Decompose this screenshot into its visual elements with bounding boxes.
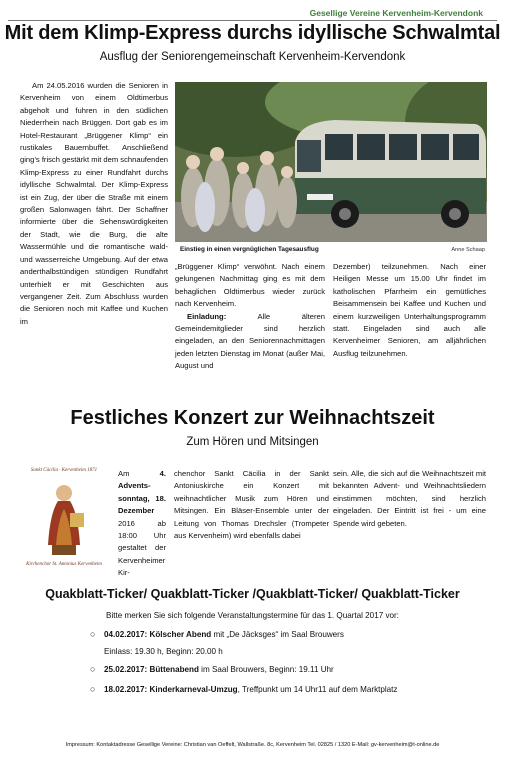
- article1-column-1-text: Am 24.05.2016 wurden die Senioren in Kervenheim von einem Oldtimerbus abgeholt und fuhren in den südlichen Niederrhein nach Brüggen. Dort gab es im Hotel-Restaurant „Brüggener Klimp“ ein rustikales Bauernbuffet. Anschließend ging’s frisch gestärkt mit dem schnaufenden Klimp-Express zu einer Rundfahrt durchs idyllische Schwalmtal. Der Klimp-Express ist ein Zug, der über die Straße mit einem großen Salonwagen fährt. Der Schaffner informierte über die Sehenswürdigkeiten der Stadt, wie die Burg, die alte Wassermühle und die romantische wald- und wasserreiche Umgebung. Auf der etwa anderthalbstündigen stündigen Rundfahrt unterhielt er mit Geschichten aus vergangener Zeit. Zum Abschluss wurden die Senioren noch mit Kaffee und Kuchen im: [20, 81, 169, 326]
- saint-caption-top: Sankt Cäcilia · Kervenheim 1871: [30, 468, 98, 473]
- saint-statue-icon: [22, 473, 106, 557]
- article1-subtitle: Ausflug der Seniorengemeinschaft Kervenheim-Kervendonk: [99, 51, 406, 63]
- article2-subtitle: Zum Hören und Mitsingen: [186, 436, 319, 448]
- article2-title: Festliches Konzert zur Weihnachtszeit: [70, 407, 435, 429]
- event-1-bullet-icon: ○: [90, 629, 96, 639]
- invitation-lead: Einladung:: [187, 311, 227, 321]
- event-3-bullet-icon: ○: [90, 684, 96, 694]
- impressum-footer: Impressum: Kontaktadresse Gesellige Vereine: Christian van Oeffelt, Wallstraße. 8c, Kervenheim Tel. 02825 / 1320 E-Mail: gv-kervenheim@t-online.de: [65, 742, 440, 748]
- photo-credit: Anne Schaap: [451, 247, 485, 253]
- invitation-paragraph: [175, 311, 325, 373]
- article2-column-3: [333, 468, 486, 530]
- event-1-extra: Einlass: 19.30 h, Beginn: 20.00 h: [104, 647, 223, 656]
- ticker-intro: Bitte merken Sie sich folgende Veranstaltungstermine für das 1. Quartal 2017 vor:: [106, 611, 399, 620]
- article1-column-2-text: „Brüggener Klimp“ verwöhnt. Nach einem gelungenen Nachmittag ging es mit dem behaglichen Oldtimerbus wieder zurück nach Kervenheim.: [175, 262, 325, 309]
- article2-column-1: [118, 468, 166, 580]
- event-1-date: 04.02.2017:: [104, 630, 148, 639]
- bus-photo-illustration: [175, 82, 487, 242]
- event-3-name: Kinderkarneval-Umzug: [149, 685, 238, 694]
- photo-caption: Einstieg in einen vergnüglichen Tagesausflug: [180, 246, 319, 253]
- article1-title: Mit dem Klimp-Express durchs idyllische Schwalmtal: [4, 22, 501, 44]
- article2-column-1-rest: 2016 ab 18:00 Uhr gestaltet der Kervenheimer Kir-: [118, 518, 166, 578]
- article1-column-2: [175, 261, 325, 371]
- article1-column-3: [333, 261, 486, 371]
- event-1-name: Kölscher Abend: [149, 630, 212, 639]
- event-2-bullet-icon: ○: [90, 664, 96, 674]
- article2-column-2: [174, 468, 329, 542]
- event-3-date: 18.02.2017:: [104, 685, 148, 694]
- article2-column-1-text: [118, 468, 166, 580]
- bus-photo: [175, 82, 487, 242]
- event-3-details: , Treffpunkt um 14 Uhr11 auf dem Marktplatz: [237, 685, 398, 694]
- article1-column-1: [20, 80, 168, 370]
- article2-lead-prefix: Am: [118, 469, 130, 478]
- invitation-text: Alle älteren Gemeindemitglieder sind herzlich eingeladen, an den Seniorennachmittagen jeden letzten Dienstag im Monat (außer Mai, August und: [175, 311, 325, 371]
- article2-column-3-text: sein. Alle, die sich auf die Weihnachtszeit mit bekannten Advent- und Weihnachtsliedern einstimmen möchten, sind herzlich eingeladen. Der Eintritt ist frei - um eine Spende wird gebeten.: [333, 469, 486, 528]
- event-2: [104, 665, 334, 674]
- event-1: [104, 630, 344, 639]
- event-2-details: im Saal Brouwers, Beginn: 19.11 Uhr: [198, 665, 334, 674]
- saint-caption-bottom: Kirchenchor St. Antonius Kervenheim: [26, 562, 102, 567]
- concert-date: 4. Adventssonntag, 18. Dezember: [118, 469, 166, 516]
- event-3: [104, 685, 397, 694]
- header-divider: [8, 20, 497, 21]
- header-tag: Gesellige Vereine Kervenheim-Kervendonk: [309, 8, 483, 18]
- ticker-title: Quakblatt-Ticker/ Quakblatt-Ticker /Quakblatt-Ticker/ Quakblatt-Ticker: [45, 587, 460, 601]
- saint-cecilia-figure: [22, 468, 106, 578]
- event-2-date: 25.02.2017:: [104, 665, 148, 674]
- event-2-name: Büttenabend: [149, 665, 199, 674]
- article1-column-3-text: Dezember) teilzunehmen. Nach einer Heiligen Messe um 15.00 Uhr findet im katholischen Pfarrheim ein gemütliches Beisammensein bei Kaffee und Kuchen und einem kurzweiligen Unterhaltungsprogramm statt. Eingeladen sind auch alle Kervenheimer Senioren, am alljährlichen Ausflug teilzunehmen.: [333, 262, 486, 358]
- event-1-details: mit „De Jäcksges“ im Saal Brouwers: [211, 630, 344, 639]
- article2-column-2-text: chenchor Sankt Cäcilia in der Sankt Antoniuskirche ein Konzert mit weihnachtlicher Musik zum Hören und Mitsingen. Ein Bläser-Ensemble unter der Leitung von Thomas Drechsler (Trompeter aus Kervenheim) wird ebenfalls dabei: [174, 469, 329, 541]
